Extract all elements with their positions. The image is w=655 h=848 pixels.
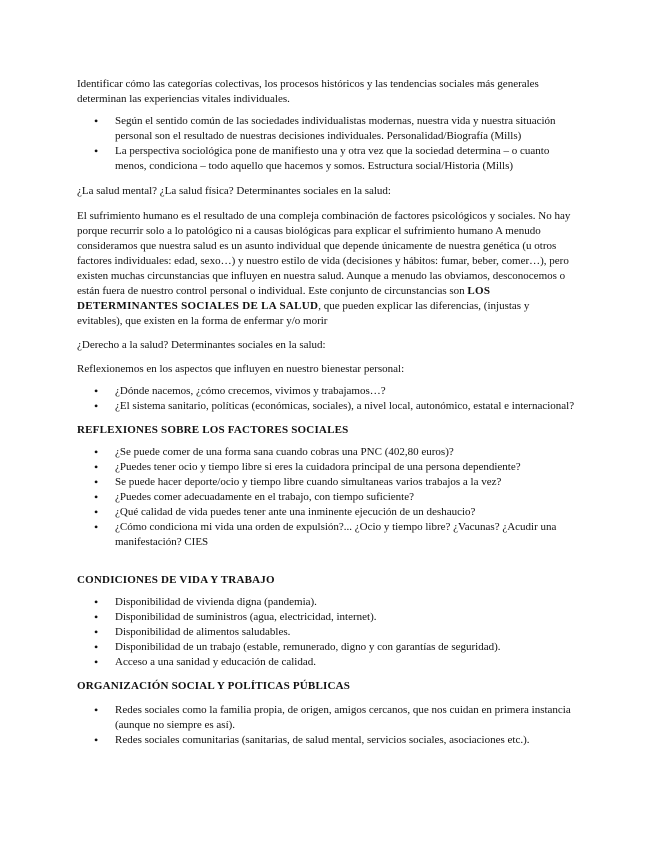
heading-reflexiones: REFLEXIONES SOBRE LOS FACTORES SOCIALES: [77, 424, 349, 436]
question-salud: ¿La salud mental? ¿La salud física? Determinantes sociales en la salud:: [77, 185, 391, 197]
list-item: • ¿Cómo condiciona mi vida una orden de expulsión?... ¿Ocio y tiempo libre? ¿Vacunas? ¿Acudir una manifestación? CIES: [77, 520, 577, 550]
paragraph-text-start: El sufrimiento humano es el resultado de una compleja combinación de factores psicológicos y sociales. No hay porque recurrir solo a lo patológico ni a causas biológicas para explicar el sufrimiento humano A menudo consideramos que nuestra salud es un asunto individual que depende únicamente de nuestra genética (u otros factores individuales: edad, sexo…) y nuestro estilo de vida (decisiones y hábitos: fumar, beber, comer…), pero existen muchas circunstancias que influyen en nuestra salud. Aunque a menudo las obviamos, desconocemos o están fuera de nuestro control personal o individual. Este conjunto de circunstancias son: [77, 210, 571, 297]
reflexiones-list: [77, 445, 577, 550]
list-item: • ¿Puedes tener ocio y tiempo libre si eres la cuidadora principal de una persona dependiente?: [77, 460, 577, 475]
list-item: • La perspectiva sociológica pone de manifiesto una y otra vez que la sociedad determina – o cuanto menos, condiciona – todo aquello que hacemos y somos. Estructura social/Historia (Mills): [77, 144, 577, 174]
list-item: • Según el sentido común de las sociedades individualistas modernas, nuestra vida y nuestra situación personal son el resultado de nuestras decisiones individuales. Personalidad/Biografía (Mills): [77, 114, 577, 144]
organizacion-list: [77, 703, 577, 748]
condiciones-list: [77, 595, 577, 670]
heading-organizacion: ORGANIZACIÓN SOCIAL Y POLÍTICAS PÚBLICAS: [77, 680, 351, 692]
list-item: • Se puede hacer deporte/ocio y tiempo libre cuando simultaneas varios trabajos a la vez?: [77, 475, 577, 490]
determinantes-emphasis: LOS DETERMINANTES SOCIALES DE LA SALUD: [77, 285, 491, 312]
paragraph-text-end: , que pueden explicar las diferencias, (injustas y evitables), que existen en la forma de enfermar y/o morir: [77, 300, 530, 327]
list-item: • ¿Se puede comer de una forma sana cuando cobras una PNC (402,80 euros)?: [77, 445, 577, 460]
intro-list: [77, 114, 577, 174]
intro-paragraph: Identificar cómo las categorías colectivas, los procesos históricos y las tendencias sociales más generales determinan las experiencias vitales individuales.: [77, 78, 539, 105]
list-item: • Disponibilidad de un trabajo (estable, remunerado, digno y con garantías de seguridad).: [77, 640, 577, 655]
reflexion-list: [77, 384, 577, 414]
list-item: • ¿Dónde nacemos, ¿cómo crecemos, vivimos y trabajamos…?: [77, 384, 577, 399]
question-derecho: ¿Derecho a la salud? Determinantes sociales en la salud:: [77, 339, 326, 351]
list-item: • Disponibilidad de suministros (agua, electricidad, internet).: [77, 610, 577, 625]
determinantes-paragraph: [77, 209, 577, 329]
list-item: • Acceso a una sanidad y educación de calidad.: [77, 655, 577, 670]
document-body: [77, 77, 577, 748]
list-item: • ¿El sistema sanitario, políticas (económicas, sociales), a nivel local, autonómico, estatal e internacional?: [77, 399, 577, 414]
reflexion-intro: Reflexionemos en los aspectos que influyen en nuestro bienestar personal:: [77, 363, 405, 375]
heading-condiciones: CONDICIONES DE VIDA Y TRABAJO: [77, 574, 275, 586]
list-item: • Disponibilidad de vivienda digna (pandemia).: [77, 595, 577, 610]
list-item: • ¿Qué calidad de vida puedes tener ante una inminente ejecución de un deshaucio?: [77, 505, 577, 520]
list-item: • Disponibilidad de alimentos saludables.: [77, 625, 577, 640]
list-item: • Redes sociales comunitarias (sanitarias, de salud mental, servicios sociales, asociaciones etc.).: [77, 733, 577, 748]
list-item: • ¿Puedes comer adecuadamente en el trabajo, con tiempo suficiente?: [77, 490, 577, 505]
list-item: • Redes sociales como la familia propia, de origen, amigos cercanos, que nos cuidan en primera instancia (aunque no siempre es así).: [77, 703, 577, 733]
